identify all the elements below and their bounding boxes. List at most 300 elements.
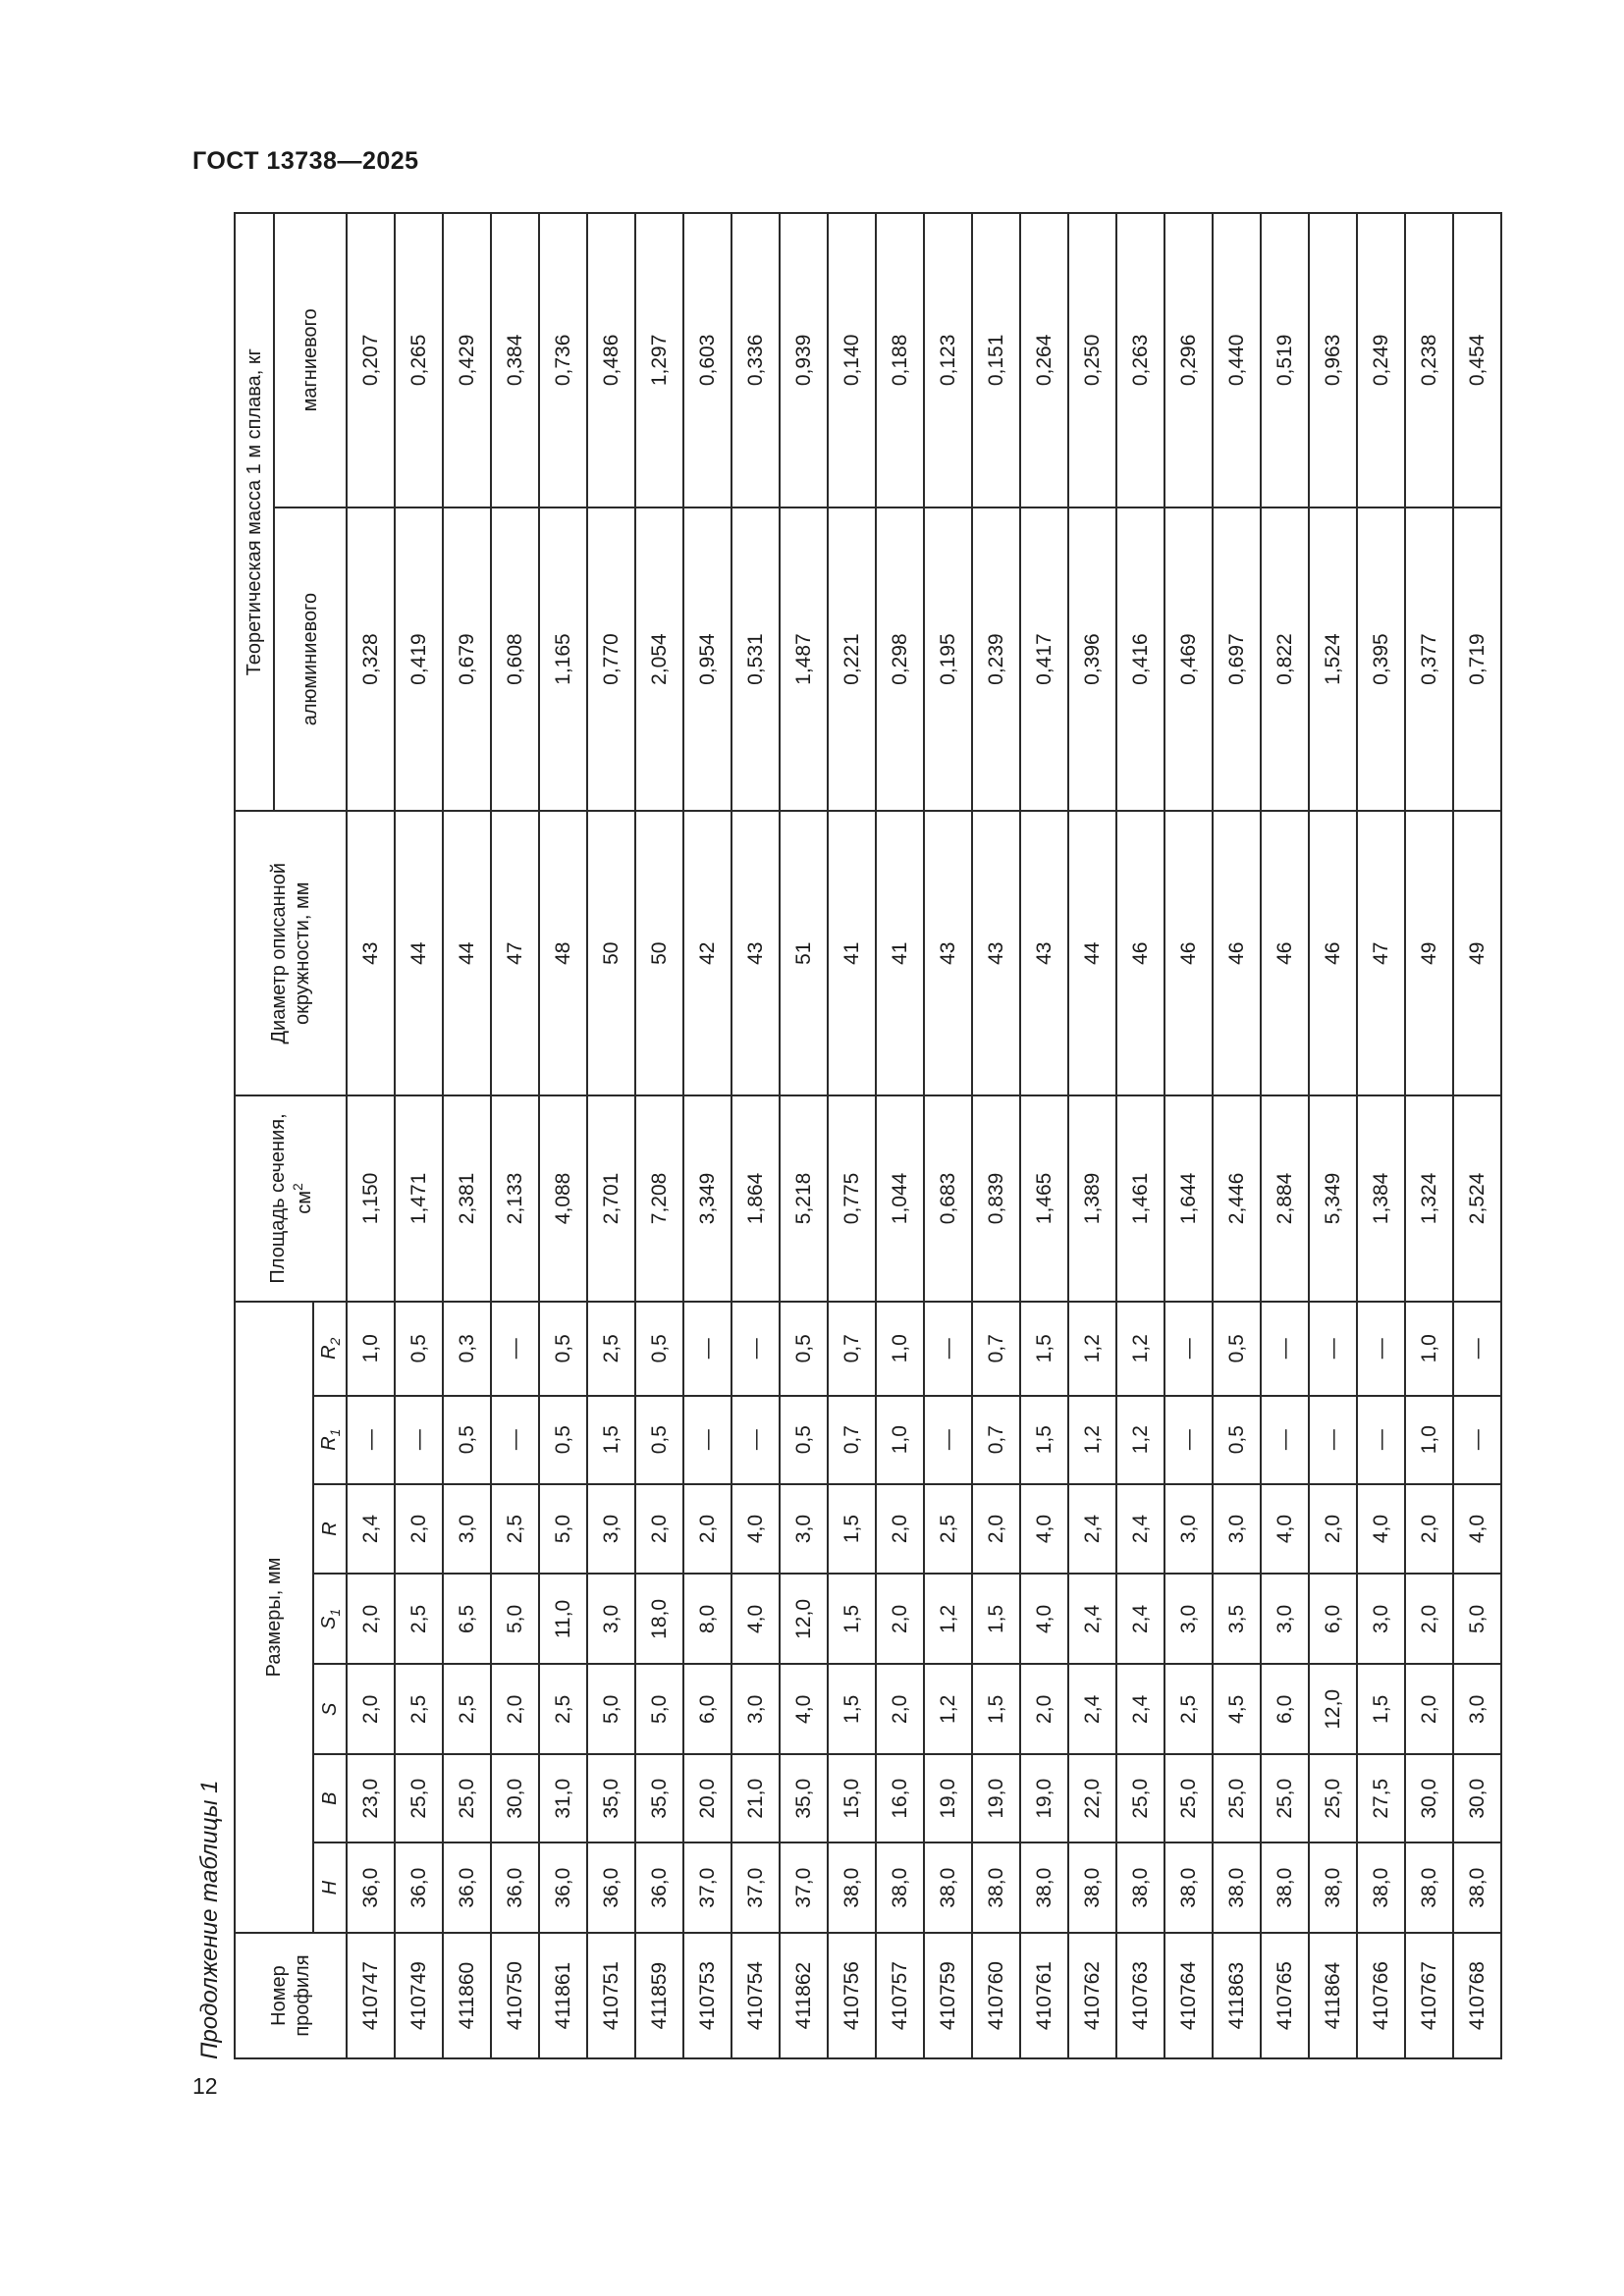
cell-R2: 1,0 [1405,1302,1453,1396]
cell-R1: 1,5 [587,1396,635,1484]
cell-B: 30,0 [1405,1754,1453,1842]
cell-R2: 2,5 [587,1302,635,1396]
table-row [1261,213,1309,2058]
rotated-table-area [192,212,1489,2059]
cell-R2: 0,5 [395,1302,443,1396]
cell-H: 36,0 [491,1842,539,1933]
cell-mass-aluminum: 0,719 [1453,507,1501,812]
cell-R1: — [1164,1396,1213,1484]
cell-S1: 5,0 [1453,1574,1501,1664]
page-number: 12 [192,2073,218,2099]
cell-H: 38,0 [1309,1842,1357,1933]
cell-mass-magnesium: 0,963 [1309,213,1357,507]
cell-mass-magnesium: 0,264 [1020,213,1068,507]
table-row [1453,213,1501,2058]
cell-H: 38,0 [1020,1842,1068,1933]
cell-S: 6,0 [683,1664,731,1754]
cell-R: 2,4 [347,1484,395,1575]
cell-profile-number: 410766 [1357,1933,1405,2058]
profiles-table [234,212,1502,2059]
cell-R1: — [731,1396,780,1484]
cell-B: 19,0 [924,1754,972,1842]
table-row [1020,213,1068,2058]
cell-H: 38,0 [1405,1842,1453,1933]
cell-B: 25,0 [1164,1754,1213,1842]
cell-mass-aluminum: 0,298 [876,507,924,812]
cell-profile-number: 411862 [780,1933,828,2058]
cell-S: 2,0 [1405,1664,1453,1754]
header-profile-number: Номер профиля [235,1933,347,2058]
cell-profile-number: 411863 [1213,1933,1261,2058]
cell-S1: 1,5 [972,1574,1020,1664]
cell-S: 5,0 [635,1664,683,1754]
table-row [587,213,635,2058]
cell-area: 2,884 [1261,1095,1309,1302]
cell-H: 36,0 [395,1842,443,1933]
cell-R2: — [1453,1302,1501,1396]
cell-R1: 0,5 [780,1396,828,1484]
cell-mass-magnesium: 0,249 [1357,213,1405,507]
cell-H: 38,0 [1116,1842,1164,1933]
header-R2-sub: 2 [326,1337,343,1346]
cell-profile-number: 410768 [1453,1933,1501,2058]
cell-area: 2,133 [491,1095,539,1302]
table-row [347,213,395,2058]
cell-diameter: 46 [1309,811,1357,1095]
cell-profile-number: 410759 [924,1933,972,2058]
cell-R1: 0,7 [828,1396,876,1484]
cell-S1: 4,0 [731,1574,780,1664]
cell-R2: 0,5 [635,1302,683,1396]
cell-S: 12,0 [1309,1664,1357,1754]
cell-mass-aluminum: 0,419 [395,507,443,812]
cell-mass-magnesium: 0,188 [876,213,924,507]
cell-B: 35,0 [635,1754,683,1842]
cell-mass-aluminum: 0,822 [1261,507,1309,812]
cell-profile-number: 410757 [876,1933,924,2058]
cell-H: 36,0 [443,1842,491,1933]
cell-area: 1,150 [347,1095,395,1302]
cell-H: 38,0 [1357,1842,1405,1933]
cell-H: 37,0 [683,1842,731,1933]
cell-S1: 3,5 [1213,1574,1261,1664]
cell-area: 2,381 [443,1095,491,1302]
cell-R2: 1,0 [876,1302,924,1396]
cell-R: 2,0 [972,1484,1020,1575]
cell-mass-magnesium: 0,207 [347,213,395,507]
cell-R2: — [683,1302,731,1396]
document-code: ГОСТ 13738—2025 [192,147,419,175]
cell-R2: 1,2 [1116,1302,1164,1396]
cell-diameter: 46 [1261,811,1309,1095]
cell-diameter: 44 [395,811,443,1095]
header-area-text: Площадь сечения, см [266,1113,315,1284]
cell-diameter: 47 [491,811,539,1095]
cell-mass-magnesium: 0,939 [780,213,828,507]
cell-B: 19,0 [1020,1754,1068,1842]
cell-H: 37,0 [731,1842,780,1933]
cell-R1: 0,5 [539,1396,587,1484]
cell-diameter: 46 [1164,811,1213,1095]
cell-B: 16,0 [876,1754,924,1842]
cell-S: 2,5 [443,1664,491,1754]
cell-R2: 1,0 [347,1302,395,1396]
cell-R1: 1,2 [1068,1396,1116,1484]
cell-diameter: 51 [780,811,828,1095]
cell-R: 5,0 [539,1484,587,1575]
cell-B: 30,0 [1453,1754,1501,1842]
cell-area: 3,349 [683,1095,731,1302]
cell-S: 2,5 [395,1664,443,1754]
cell-profile-number: 410765 [1261,1933,1309,2058]
header-R1-sub: 1 [326,1428,343,1437]
table-row [876,213,924,2058]
cell-R2: 0,7 [972,1302,1020,1396]
cell-S1: 8,0 [683,1574,731,1664]
cell-B: 25,0 [1261,1754,1309,1842]
cell-mass-magnesium: 0,263 [1116,213,1164,507]
cell-B: 21,0 [731,1754,780,1842]
cell-B: 31,0 [539,1754,587,1842]
cell-profile-number: 411864 [1309,1933,1357,2058]
header-S1-sub: 1 [326,1608,343,1617]
cell-S: 2,4 [1068,1664,1116,1754]
cell-H: 38,0 [1164,1842,1213,1933]
cell-profile-number: 410753 [683,1933,731,2058]
cell-S: 2,0 [1020,1664,1068,1754]
cell-S: 4,0 [780,1664,828,1754]
cell-B: 20,0 [683,1754,731,1842]
cell-diameter: 49 [1453,811,1501,1095]
cell-mass-magnesium: 0,238 [1405,213,1453,507]
cell-S: 4,5 [1213,1664,1261,1754]
cell-area: 1,864 [731,1095,780,1302]
cell-S: 5,0 [587,1664,635,1754]
table-row [1309,213,1357,2058]
cell-H: 38,0 [924,1842,972,1933]
cell-R1: — [1453,1396,1501,1484]
cell-diameter: 48 [539,811,587,1095]
cell-profile-number: 410751 [587,1933,635,2058]
cell-R: 2,5 [924,1484,972,1575]
cell-S1: 6,0 [1309,1574,1357,1664]
cell-H: 36,0 [539,1842,587,1933]
cell-S1: 12,0 [780,1574,828,1664]
cell-diameter: 49 [1405,811,1453,1095]
cell-S: 2,4 [1116,1664,1164,1754]
cell-R: 2,0 [395,1484,443,1575]
cell-S: 1,5 [1357,1664,1405,1754]
cell-mass-aluminum: 0,608 [491,507,539,812]
cell-area: 1,465 [1020,1095,1068,1302]
cell-profile-number: 410750 [491,1933,539,2058]
cell-R1: 1,0 [876,1396,924,1484]
cell-R: 2,0 [876,1484,924,1575]
cell-mass-magnesium: 0,519 [1261,213,1309,507]
cell-R2: — [1164,1302,1213,1396]
header-S: S [313,1664,347,1754]
cell-R: 4,0 [1453,1484,1501,1575]
cell-S1: 18,0 [635,1574,683,1664]
header-S1-base: S [317,1616,340,1629]
cell-mass-magnesium: 0,440 [1213,213,1261,507]
cell-mass-aluminum: 0,195 [924,507,972,812]
cell-B: 25,0 [1116,1754,1164,1842]
cell-R: 2,4 [1116,1484,1164,1575]
cell-area: 2,446 [1213,1095,1261,1302]
cell-S1: 3,0 [1164,1574,1213,1664]
cell-R2: 1,2 [1068,1302,1116,1396]
cell-S1: 3,0 [1261,1574,1309,1664]
cell-S1: 6,5 [443,1574,491,1664]
header-R2-base: R [317,1345,340,1360]
header-S1 [313,1574,347,1664]
cell-R1: 1,5 [1020,1396,1068,1484]
header-H: H [313,1842,347,1933]
cell-area: 0,839 [972,1095,1020,1302]
cell-mass-aluminum: 1,165 [539,507,587,812]
header-B: B [313,1754,347,1842]
cell-S1: 4,0 [1020,1574,1068,1664]
cell-mass-aluminum: 0,396 [1068,507,1116,812]
table-row [539,213,587,2058]
cell-diameter: 44 [443,811,491,1095]
cell-H: 36,0 [635,1842,683,1933]
cell-profile-number: 410767 [1405,1933,1453,2058]
cell-mass-magnesium: 0,736 [539,213,587,507]
cell-profile-number: 410763 [1116,1933,1164,2058]
cell-R: 1,5 [828,1484,876,1575]
cell-area: 1,389 [1068,1095,1116,1302]
cell-S1: 2,0 [347,1574,395,1664]
cell-diameter: 43 [972,811,1020,1095]
cell-profile-number: 410749 [395,1933,443,2058]
table-row [443,213,491,2058]
cell-R1: — [683,1396,731,1484]
cell-R: 2,0 [1309,1484,1357,1575]
cell-B: 35,0 [780,1754,828,1842]
header-R2 [313,1302,347,1396]
header-R1 [313,1396,347,1484]
cell-R1: 1,0 [1405,1396,1453,1484]
cell-R: 4,0 [1020,1484,1068,1575]
cell-mass-aluminum: 0,531 [731,507,780,812]
cell-S1: 2,4 [1116,1574,1164,1664]
cell-area: 1,384 [1357,1095,1405,1302]
cell-diameter: 50 [587,811,635,1095]
cell-H: 36,0 [587,1842,635,1933]
cell-R2: — [1309,1302,1357,1396]
cell-R2: — [1357,1302,1405,1396]
cell-S1: 2,0 [1405,1574,1453,1664]
table-row [828,213,876,2058]
cell-R: 2,5 [491,1484,539,1575]
cell-mass-aluminum: 0,679 [443,507,491,812]
cell-S1: 3,0 [1357,1574,1405,1664]
table-row [635,213,683,2058]
cell-diameter: 50 [635,811,683,1095]
header-R: R [313,1484,347,1575]
cell-area: 7,208 [635,1095,683,1302]
cell-mass-magnesium: 0,486 [587,213,635,507]
cell-mass-aluminum: 1,524 [1309,507,1357,812]
cell-S: 2,0 [347,1664,395,1754]
header-diameter: Диаметр описанной окружности, мм [235,811,347,1095]
cell-area: 5,349 [1309,1095,1357,1302]
cell-R: 3,0 [1213,1484,1261,1575]
cell-mass-aluminum: 0,239 [972,507,1020,812]
cell-B: 22,0 [1068,1754,1116,1842]
cell-B: 25,0 [443,1754,491,1842]
table-row [395,213,443,2058]
cell-R2: 0,5 [780,1302,828,1396]
cell-B: 19,0 [972,1754,1020,1842]
cell-R1: — [1261,1396,1309,1484]
cell-R: 2,0 [1405,1484,1453,1575]
table-row [1068,213,1116,2058]
cell-area: 0,775 [828,1095,876,1302]
cell-R2: 0,3 [443,1302,491,1396]
cell-B: 27,5 [1357,1754,1405,1842]
cell-S1: 1,5 [828,1574,876,1664]
cell-H: 38,0 [1261,1842,1309,1933]
cell-mass-aluminum: 0,416 [1116,507,1164,812]
cell-mass-magnesium: 0,296 [1164,213,1213,507]
header-aluminum: алюминиевого [274,507,347,812]
cell-R1: — [924,1396,972,1484]
cell-profile-number: 410761 [1020,1933,1068,2058]
table-row [780,213,828,2058]
cell-area: 5,218 [780,1095,828,1302]
cell-mass-aluminum: 0,377 [1405,507,1453,812]
cell-R: 4,0 [731,1484,780,1575]
cell-area: 1,324 [1405,1095,1453,1302]
cell-H: 38,0 [1213,1842,1261,1933]
cell-H: 36,0 [347,1842,395,1933]
cell-H: 37,0 [780,1842,828,1933]
cell-B: 23,0 [347,1754,395,1842]
cell-R2: — [1261,1302,1309,1396]
cell-B: 25,0 [395,1754,443,1842]
cell-S: 2,0 [491,1664,539,1754]
cell-R1: — [1309,1396,1357,1484]
cell-diameter: 44 [1068,811,1116,1095]
cell-mass-magnesium: 0,151 [972,213,1020,507]
cell-R: 4,0 [1357,1484,1405,1575]
cell-area: 1,461 [1116,1095,1164,1302]
table-row [1116,213,1164,2058]
cell-R: 3,0 [1164,1484,1213,1575]
cell-mass-aluminum: 0,417 [1020,507,1068,812]
table-row [1213,213,1261,2058]
cell-S: 2,0 [876,1664,924,1754]
cell-H: 38,0 [1068,1842,1116,1933]
cell-mass-aluminum: 0,328 [347,507,395,812]
cell-S: 1,5 [828,1664,876,1754]
cell-R: 2,0 [635,1484,683,1575]
cell-H: 38,0 [1453,1842,1501,1933]
cell-diameter: 42 [683,811,731,1095]
header-area-sup: 2 [289,1183,305,1191]
cell-profile-number: 411861 [539,1933,587,2058]
cell-mass-aluminum: 0,221 [828,507,876,812]
cell-profile-number: 410747 [347,1933,395,2058]
cell-diameter: 46 [1213,811,1261,1095]
table-row [1164,213,1213,2058]
cell-S: 6,0 [1261,1664,1309,1754]
cell-mass-magnesium: 0,123 [924,213,972,507]
cell-S: 1,5 [972,1664,1020,1754]
table-row [924,213,972,2058]
header-dimensions: Размеры, мм [235,1302,313,1933]
cell-R: 3,0 [587,1484,635,1575]
cell-mass-magnesium: 0,384 [491,213,539,507]
cell-diameter: 41 [876,811,924,1095]
cell-profile-number: 411860 [443,1933,491,2058]
cell-R2: 0,5 [539,1302,587,1396]
header-magnesium: магниевого [274,213,347,507]
cell-profile-number: 410756 [828,1933,876,2058]
cell-R1: 0,5 [1213,1396,1261,1484]
cell-S: 2,5 [1164,1664,1213,1754]
cell-diameter: 43 [347,811,395,1095]
table-row [491,213,539,2058]
cell-S: 2,5 [539,1664,587,1754]
header-R1-base: R [317,1436,340,1451]
cell-profile-number: 410760 [972,1933,1020,2058]
cell-mass-aluminum: 0,469 [1164,507,1213,812]
cell-profile-number: 410764 [1164,1933,1213,2058]
cell-B: 35,0 [587,1754,635,1842]
cell-mass-aluminum: 0,954 [683,507,731,812]
header-area [235,1095,347,1302]
cell-S1: 3,0 [587,1574,635,1664]
table-row [731,213,780,2058]
cell-S1: 2,0 [876,1574,924,1664]
cell-area: 1,044 [876,1095,924,1302]
cell-area: 4,088 [539,1095,587,1302]
cell-diameter: 41 [828,811,876,1095]
cell-mass-aluminum: 0,395 [1357,507,1405,812]
cell-mass-aluminum: 1,487 [780,507,828,812]
cell-diameter: 43 [924,811,972,1095]
cell-S1: 2,4 [1068,1574,1116,1664]
cell-diameter: 43 [731,811,780,1095]
cell-R2: 0,7 [828,1302,876,1396]
cell-B: 15,0 [828,1754,876,1842]
cell-R: 4,0 [1261,1484,1309,1575]
cell-S: 1,2 [924,1664,972,1754]
cell-R2: — [924,1302,972,1396]
cell-mass-magnesium: 0,265 [395,213,443,507]
cell-area: 1,644 [1164,1095,1213,1302]
cell-R1: — [491,1396,539,1484]
cell-R1: 0,5 [443,1396,491,1484]
cell-area: 0,683 [924,1095,972,1302]
table-caption: Продолжение таблицы 1 [196,1780,223,2059]
cell-R: 3,0 [780,1484,828,1575]
cell-mass-aluminum: 2,054 [635,507,683,812]
cell-profile-number: 410754 [731,1933,780,2058]
cell-R1: 0,7 [972,1396,1020,1484]
cell-mass-magnesium: 0,140 [828,213,876,507]
cell-mass-magnesium: 1,297 [635,213,683,507]
cell-R: 2,0 [683,1484,731,1575]
cell-H: 38,0 [972,1842,1020,1933]
cell-profile-number: 410762 [1068,1933,1116,2058]
table-body [347,213,1501,2058]
cell-area: 2,524 [1453,1095,1501,1302]
